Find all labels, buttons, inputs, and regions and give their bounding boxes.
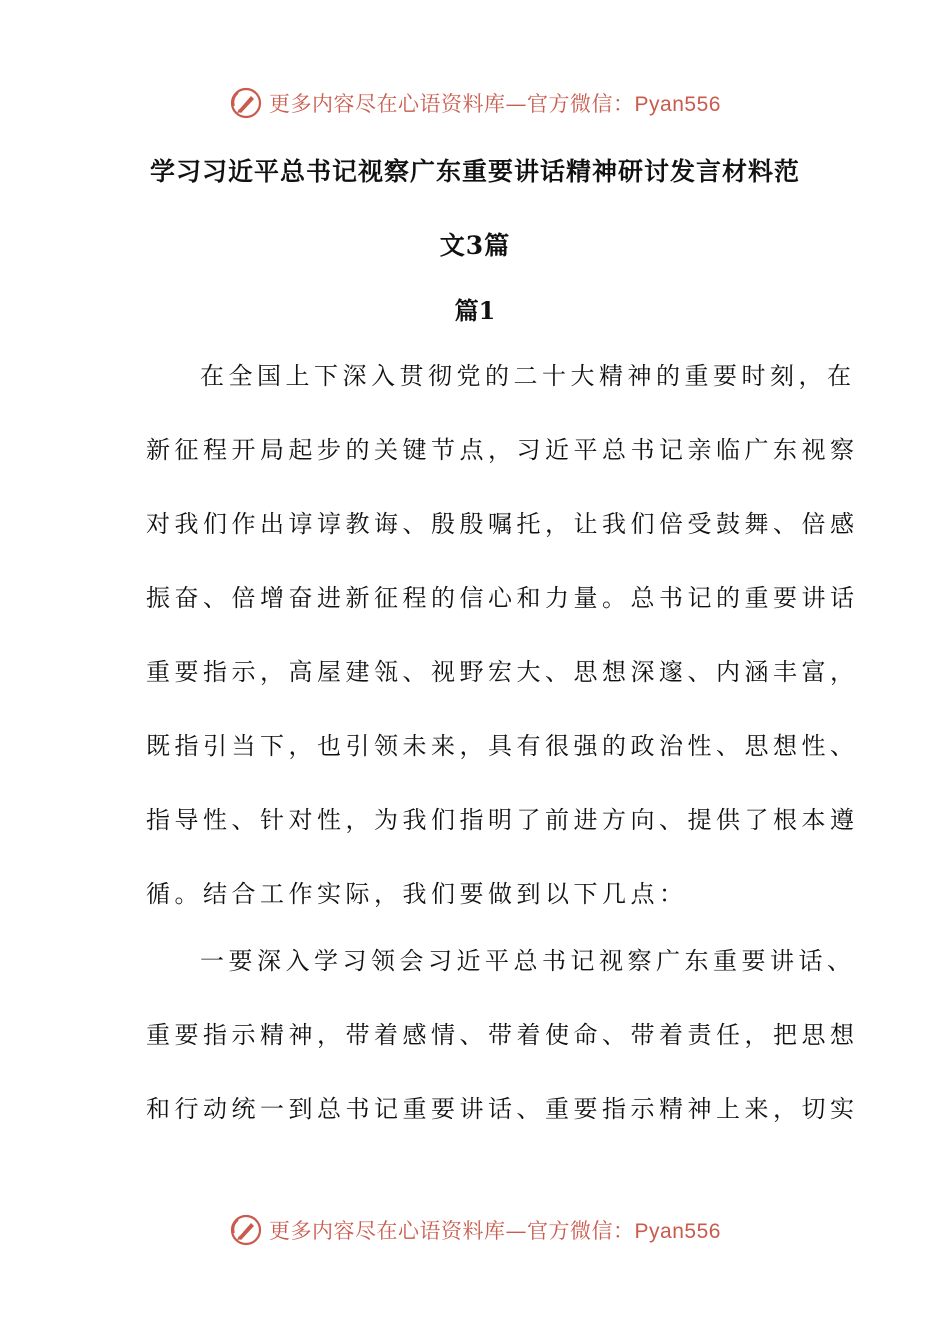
document-title-line-2: 文3篇 (439, 231, 511, 260)
paragraph-2-line-3: 和行动统一到总书记重要讲话、重要指示精神上来，切实 (146, 1095, 859, 1123)
document-title-line-1: 学习习近平总书记视察广东重要讲话精神研讨发言材料范 (149, 157, 800, 186)
header-banner-text: 更多内容尽在心语资料库—官方微信：Pyan556 (269, 92, 721, 116)
paragraph-1-line-8: 循。结合工作实际，我们要做到以下几点： (146, 880, 688, 908)
paragraph-1-line-1: 在全国上下深入贯彻党的二十大精神的重要时刻，在 (200, 362, 856, 390)
paragraph-1-line-5: 重要指示，高屋建瓴、视野宏大、思想深邃、内涵丰富， (146, 658, 859, 686)
pen-logo-icon (229, 1213, 263, 1247)
paragraph-2-line-2: 重要指示精神，带着感情、带着使命、带着责任，把思想 (146, 1021, 859, 1049)
paragraph-1-line-7: 指导性、针对性，为我们指明了前进方向、提供了根本遵 (146, 806, 859, 834)
header-banner (0, 83, 950, 123)
paragraph-1-line-3: 对我们作出谆谆教诲、殷殷嘱托，让我们倍受鼓舞、倍感 (146, 510, 859, 538)
paragraph-1-line-4: 振奋、倍增奋进新征程的信心和力量。总书记的重要讲话 (146, 584, 859, 612)
section-heading: 篇1 (454, 296, 496, 325)
paragraph-1-line-2: 新征程开局起步的关键节点，习近平总书记亲临广东视察 (146, 436, 859, 464)
header-wechat-handle: Pyan556 (634, 93, 721, 116)
paragraph-1-line-6: 既指引当下，也引领未来，具有很强的政治性、思想性、 (146, 732, 859, 760)
paragraph-2-line-1: 一要深入学习领会习近平总书记视察广东重要讲话、 (200, 947, 856, 975)
footer-wechat-handle: Pyan556 (634, 1220, 721, 1243)
footer-banner (0, 1210, 950, 1250)
footer-banner-text: 更多内容尽在心语资料库—官方微信：Pyan556 (269, 1219, 721, 1243)
pen-logo-icon (229, 86, 263, 120)
